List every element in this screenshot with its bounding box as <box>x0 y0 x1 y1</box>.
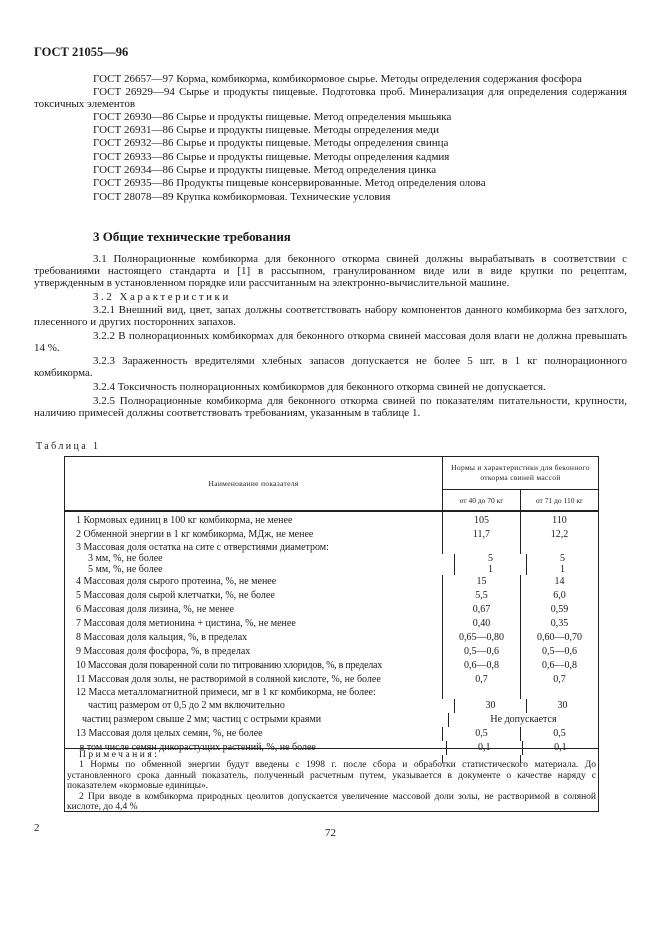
reference-item: ГОСТ 26935—86 Продукты пищевые консервированные. Метод определения олова <box>93 177 486 190</box>
reference-item: ГОСТ 26929—94 Сырье и продукты пищевые. Подготовка проб. Минерализация для определения содержания токсичных элементов <box>34 86 627 110</box>
table-row <box>65 687 598 699</box>
reference-item: ГОСТ 26657—97 Корма, комбикорма, комбикормовое сырье. Методы определения содержания фосфора <box>93 72 582 85</box>
header-norms: Нормы и характеристики для беконного откорма свиней массой <box>443 457 598 490</box>
cell-40-70: 0,1 <box>447 741 523 755</box>
cell-indicator: 5 Массовая доля сырой клетчатки, %, не более <box>65 589 443 603</box>
header-indicator-name: Наименование показателя <box>65 457 443 510</box>
cell-indicator: 4 Массовая доля сырого протеина, %, не менее <box>65 575 443 589</box>
table-row <box>65 673 598 687</box>
paragraph-3-2-2: 3.2.2 В полнорационных комбикормах для беконного откорма свиней массовая доля влаги не должна превышать 14 %. <box>34 329 627 354</box>
reference-item: ГОСТ 26930—86 Сырье и продукты пищевые. Метод определения мышьяка <box>93 110 452 123</box>
table-caption: Таблица 1 <box>36 441 101 452</box>
cell-indicator: 10 Массовая доля поваренной соли по титрованию хлоридов, %, в пределах <box>65 659 443 673</box>
reference-item: ГОСТ 26931—86 Сырье и продукты пищевые. Методы определения меди <box>93 124 439 137</box>
cell-40-70: 5,5 <box>443 589 521 603</box>
cell-indicator: 6 Массовая доля лизина, %, не менее <box>65 603 443 617</box>
document-header: ГОСТ 21055—96 <box>34 45 129 59</box>
cell-40-70: 0,40 <box>443 617 521 631</box>
table-row <box>65 514 598 528</box>
cell-indicator: 9 Массовая доля фосфора, %, в пределах <box>65 645 443 659</box>
reference-item: ГОСТ 26934—86 Сырье и продукты пищевые. Метод определения цинка <box>93 164 437 177</box>
reference-item: ГОСТ 26933—86 Сырье и продукты пищевые. Методы определения кадмия <box>93 150 450 163</box>
table-row <box>65 741 598 755</box>
cell-71-110: 6,0 <box>553 590 566 601</box>
table-row <box>65 727 598 741</box>
cell-indicator: 12 Масса металломагнитной примеси, мг в 1 кг комбикорма, не более: <box>65 687 443 699</box>
header-40-70: от 40 до 70 кг <box>443 490 521 510</box>
reference-item: ГОСТ 26932—86 Сырье и продукты пищевые. Методы определения свинца <box>93 137 449 150</box>
header-71-110: от 71 до 110 кг <box>535 495 584 505</box>
cell-40-70: 5 <box>455 554 527 564</box>
cell-40-70: 30 <box>455 699 527 713</box>
table-row <box>65 631 598 645</box>
cell-40-70: 0,65—0,80 <box>443 631 521 645</box>
cell-71-110: 14 <box>554 576 565 587</box>
cell-indicator: 3 Массовая доля остатка на сите с отверстиями диаметром: <box>65 542 443 554</box>
table-row <box>65 554 598 564</box>
page-number-left: 2 <box>34 822 40 834</box>
paragraph-3-2-4: 3.2.4 Токсичность полнорационных комбикормов для беконного откорма свиней не допускается. <box>93 380 546 393</box>
section-body <box>34 253 627 420</box>
paragraph-3-2-3: 3.2.3 Зараженность вредителями хлебных запасов допускается не более 5 шт. в 1 кг полнорационного комбикорма. <box>34 355 627 380</box>
requirements-table <box>64 456 599 812</box>
cell-71-110: 30 <box>557 700 568 711</box>
table-row <box>65 617 598 631</box>
cell-indicator: 11 Массовая доля золы, не растворимой в соляной кислоте, %, не более <box>65 673 443 687</box>
table-row <box>65 575 598 589</box>
cell-40-70: 11,7 <box>443 528 521 542</box>
reference-list <box>34 72 627 203</box>
cell-71-110 <box>521 687 598 699</box>
cell-span: Не допускается <box>490 714 557 725</box>
cell-40-70: 105 <box>443 514 521 528</box>
table-header <box>65 457 598 512</box>
table-row <box>65 589 598 603</box>
note-item: 2 При вводе в комбикорма природных цеолитов допускается увеличение массовой доли золы, не растворимой в соляной кислоте, до 4,4 % <box>67 791 596 813</box>
paragraph-3-2-5: 3.2.5 Полнорационные комбикорма для беконного откорма свиней по показателям питательности, крупности, наличию примесей должны соответствовать требованиям, указанным в таблице 1. <box>34 394 627 419</box>
table-row <box>65 659 598 673</box>
table-row <box>65 699 598 713</box>
cell-71-110: 0,60—0,70 <box>537 632 582 643</box>
section-title: 3 Общие технические требования <box>93 229 291 244</box>
cell-40-70: 0,6—0,8 <box>443 659 521 673</box>
paragraph-3-2-1: 3.2.1 Внешний вид, цвет, запах должны соответствовать набору компонентов данного комбикорма без затхлого, плесенного и других посторонних запахов. <box>34 304 627 329</box>
cell-40-70 <box>443 687 521 699</box>
cell-71-110: 0,59 <box>550 604 569 615</box>
cell-71-110: 0,35 <box>550 618 569 629</box>
cell-71-110: 12,2 <box>550 529 569 540</box>
cell-indicator: 7 Массовая доля метионина + цистина, %, не менее <box>65 617 443 631</box>
paragraph-3-2: 3.2 Характеристики <box>93 290 231 303</box>
cell-indicator: в том числе семян дикорастущих растений, %, не более <box>65 741 447 755</box>
cell-indicator: 3 мм, %, не более <box>65 554 455 564</box>
cell-indicator: частиц размером от 0,5 до 2 мм включительно <box>65 699 455 713</box>
cell-40-70: 0,67 <box>443 603 521 617</box>
note-item: 1 Нормы по обменной энергии будут введены с 1998 г. после сбора и обработки статистического материала. До установленного срока данный показатель, полученный расчетным путем, указывается в документе о качестве наряду с показателем «кормовые единицы». <box>67 760 596 792</box>
cell-40-70: 15 <box>443 575 521 589</box>
cell-indicator: 13 Массовая доля целых семян, %, не более <box>65 727 443 741</box>
cell-71-110: 0,1 <box>554 742 567 753</box>
cell-71-110: 1 <box>560 564 565 575</box>
cell-40-70 <box>443 542 521 554</box>
cell-indicator: 2 Обменной энергии в 1 кг комбикорма, МДж, не менее <box>65 528 443 542</box>
cell-40-70: 0,7 <box>443 673 521 687</box>
cell-71-110: 5 <box>560 553 565 564</box>
page-number-center: 72 <box>325 827 336 839</box>
cell-indicator: 8 Массовая доля кальция, %, в пределах <box>65 631 443 645</box>
cell-indicator: 5 мм, %, не более <box>65 564 455 575</box>
table-row <box>65 528 598 542</box>
table-row <box>65 564 598 575</box>
cell-40-70: 1 <box>455 564 527 575</box>
reference-item: ГОСТ 28078—89 Крупка комбикормовая. Технические условия <box>93 190 391 203</box>
cell-40-70: 0,5 <box>443 727 521 741</box>
cell-71-110: 0,5 <box>553 728 566 739</box>
cell-indicator: частиц размером свыше 2 мм; частиц с острыми краями <box>65 713 449 727</box>
table-body <box>65 512 598 753</box>
cell-71-110: 0,5—0,6 <box>542 646 577 657</box>
cell-40-70: 0,5—0,6 <box>443 645 521 659</box>
paragraph-3-1: 3.1 Полнорационные комбикорма для беконного откорма свиней должны вырабатывать в соответствии с требованиями настоящего стандарта и [1] в рассыпном, гранулированном виде или в виде крупки по рецептам, утвержденным в установленном порядке или рассчитанным на электронно-вычислительной машине. <box>34 253 627 289</box>
table-row <box>65 603 598 617</box>
cell-indicator: 1 Кормовых единиц в 100 кг комбикорма, не менее <box>65 514 443 528</box>
table-row <box>65 713 598 727</box>
cell-71-110: 0,7 <box>553 674 566 685</box>
table-row <box>65 645 598 659</box>
notes-title: Примечания: <box>79 750 160 760</box>
cell-71-110: 110 <box>552 515 567 526</box>
cell-71-110: 0,6—0,8 <box>542 660 577 671</box>
